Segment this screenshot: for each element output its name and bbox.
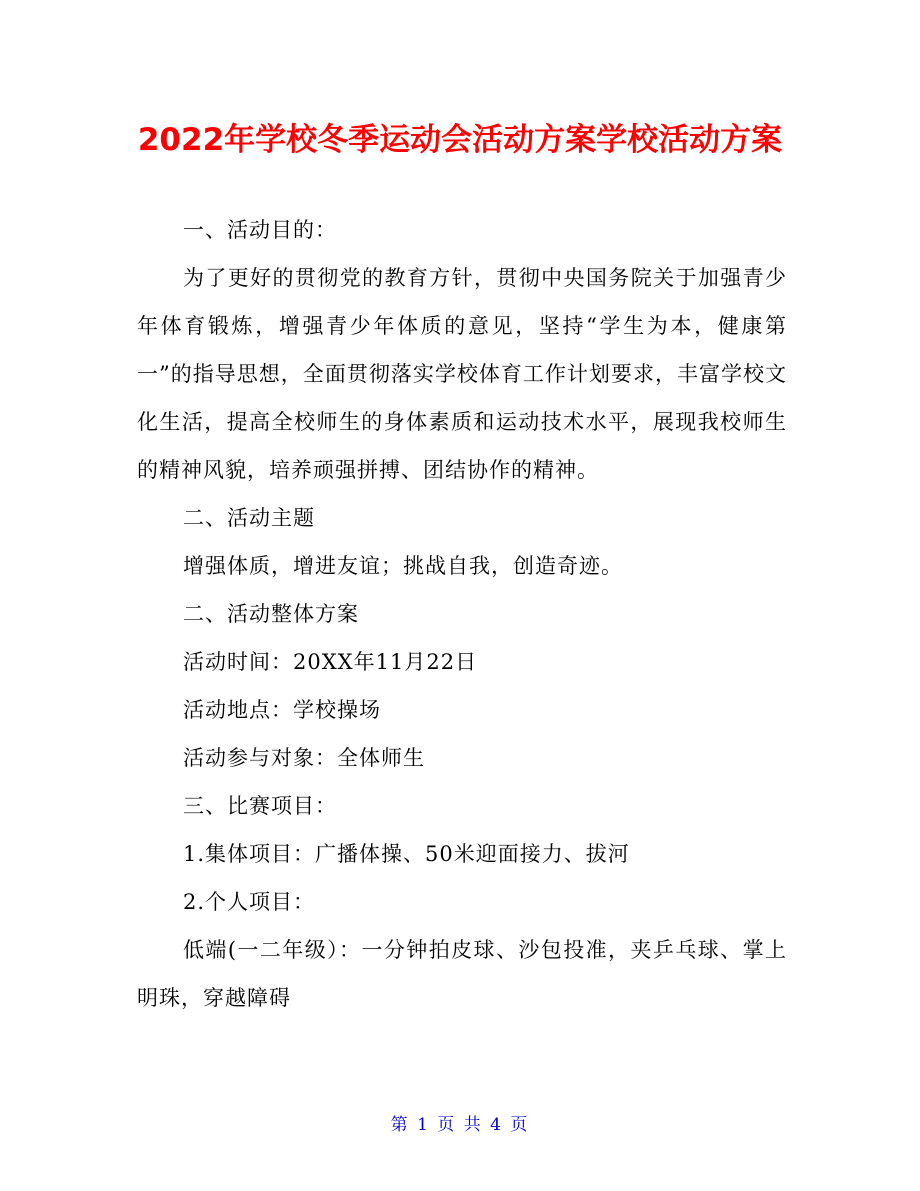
paragraph-theme: 增强体质，增进友谊；挑战自我，创造奇迹。 (183, 554, 623, 578)
plan-time: 活动时间：20XX年11月22日 (183, 650, 478, 674)
plan-location: 活动地点：学校操场 (183, 698, 381, 722)
events-lower-grades: 低端(一二年级）：一分钟拍皮球、沙包投准，夹乒乓球、掌上明珠，穿越障碍 (137, 938, 787, 1010)
events-individual: 2.个人项目： (183, 890, 316, 914)
section-heading-theme: 二、活动主题 (183, 506, 315, 530)
paragraph-purpose: 为了更好的贯彻党的教育方针，贯彻中央国务院关于加强青少年体育锻炼，增强青少年体质的意见，坚持“学生为本，健康第一”的指导思想，全面贯彻落实学校体育工作计划要求，丰富学校文化生活，提高全校师生的身体素质和运动技术水平，展现我校师生的精神风貌，培养顽强拼搏、团结协作的精神。 (137, 266, 787, 482)
section-heading-events: 三、比赛项目： (183, 794, 337, 818)
document-body (137, 206, 787, 1022)
document-title: 2022年学校冬季运动会活动方案学校活动方案 (137, 122, 783, 158)
page-number-footer: 第 1 页 共 4 页 (390, 1115, 530, 1135)
section-heading-purpose: 一、活动目的： (183, 218, 337, 242)
events-group: 1.集体项目：广播体操、50米迎面接力、拔河 (183, 842, 630, 866)
plan-participants: 活动参与对象：全体师生 (183, 746, 425, 770)
section-heading-plan: 二、活动整体方案 (183, 602, 359, 626)
